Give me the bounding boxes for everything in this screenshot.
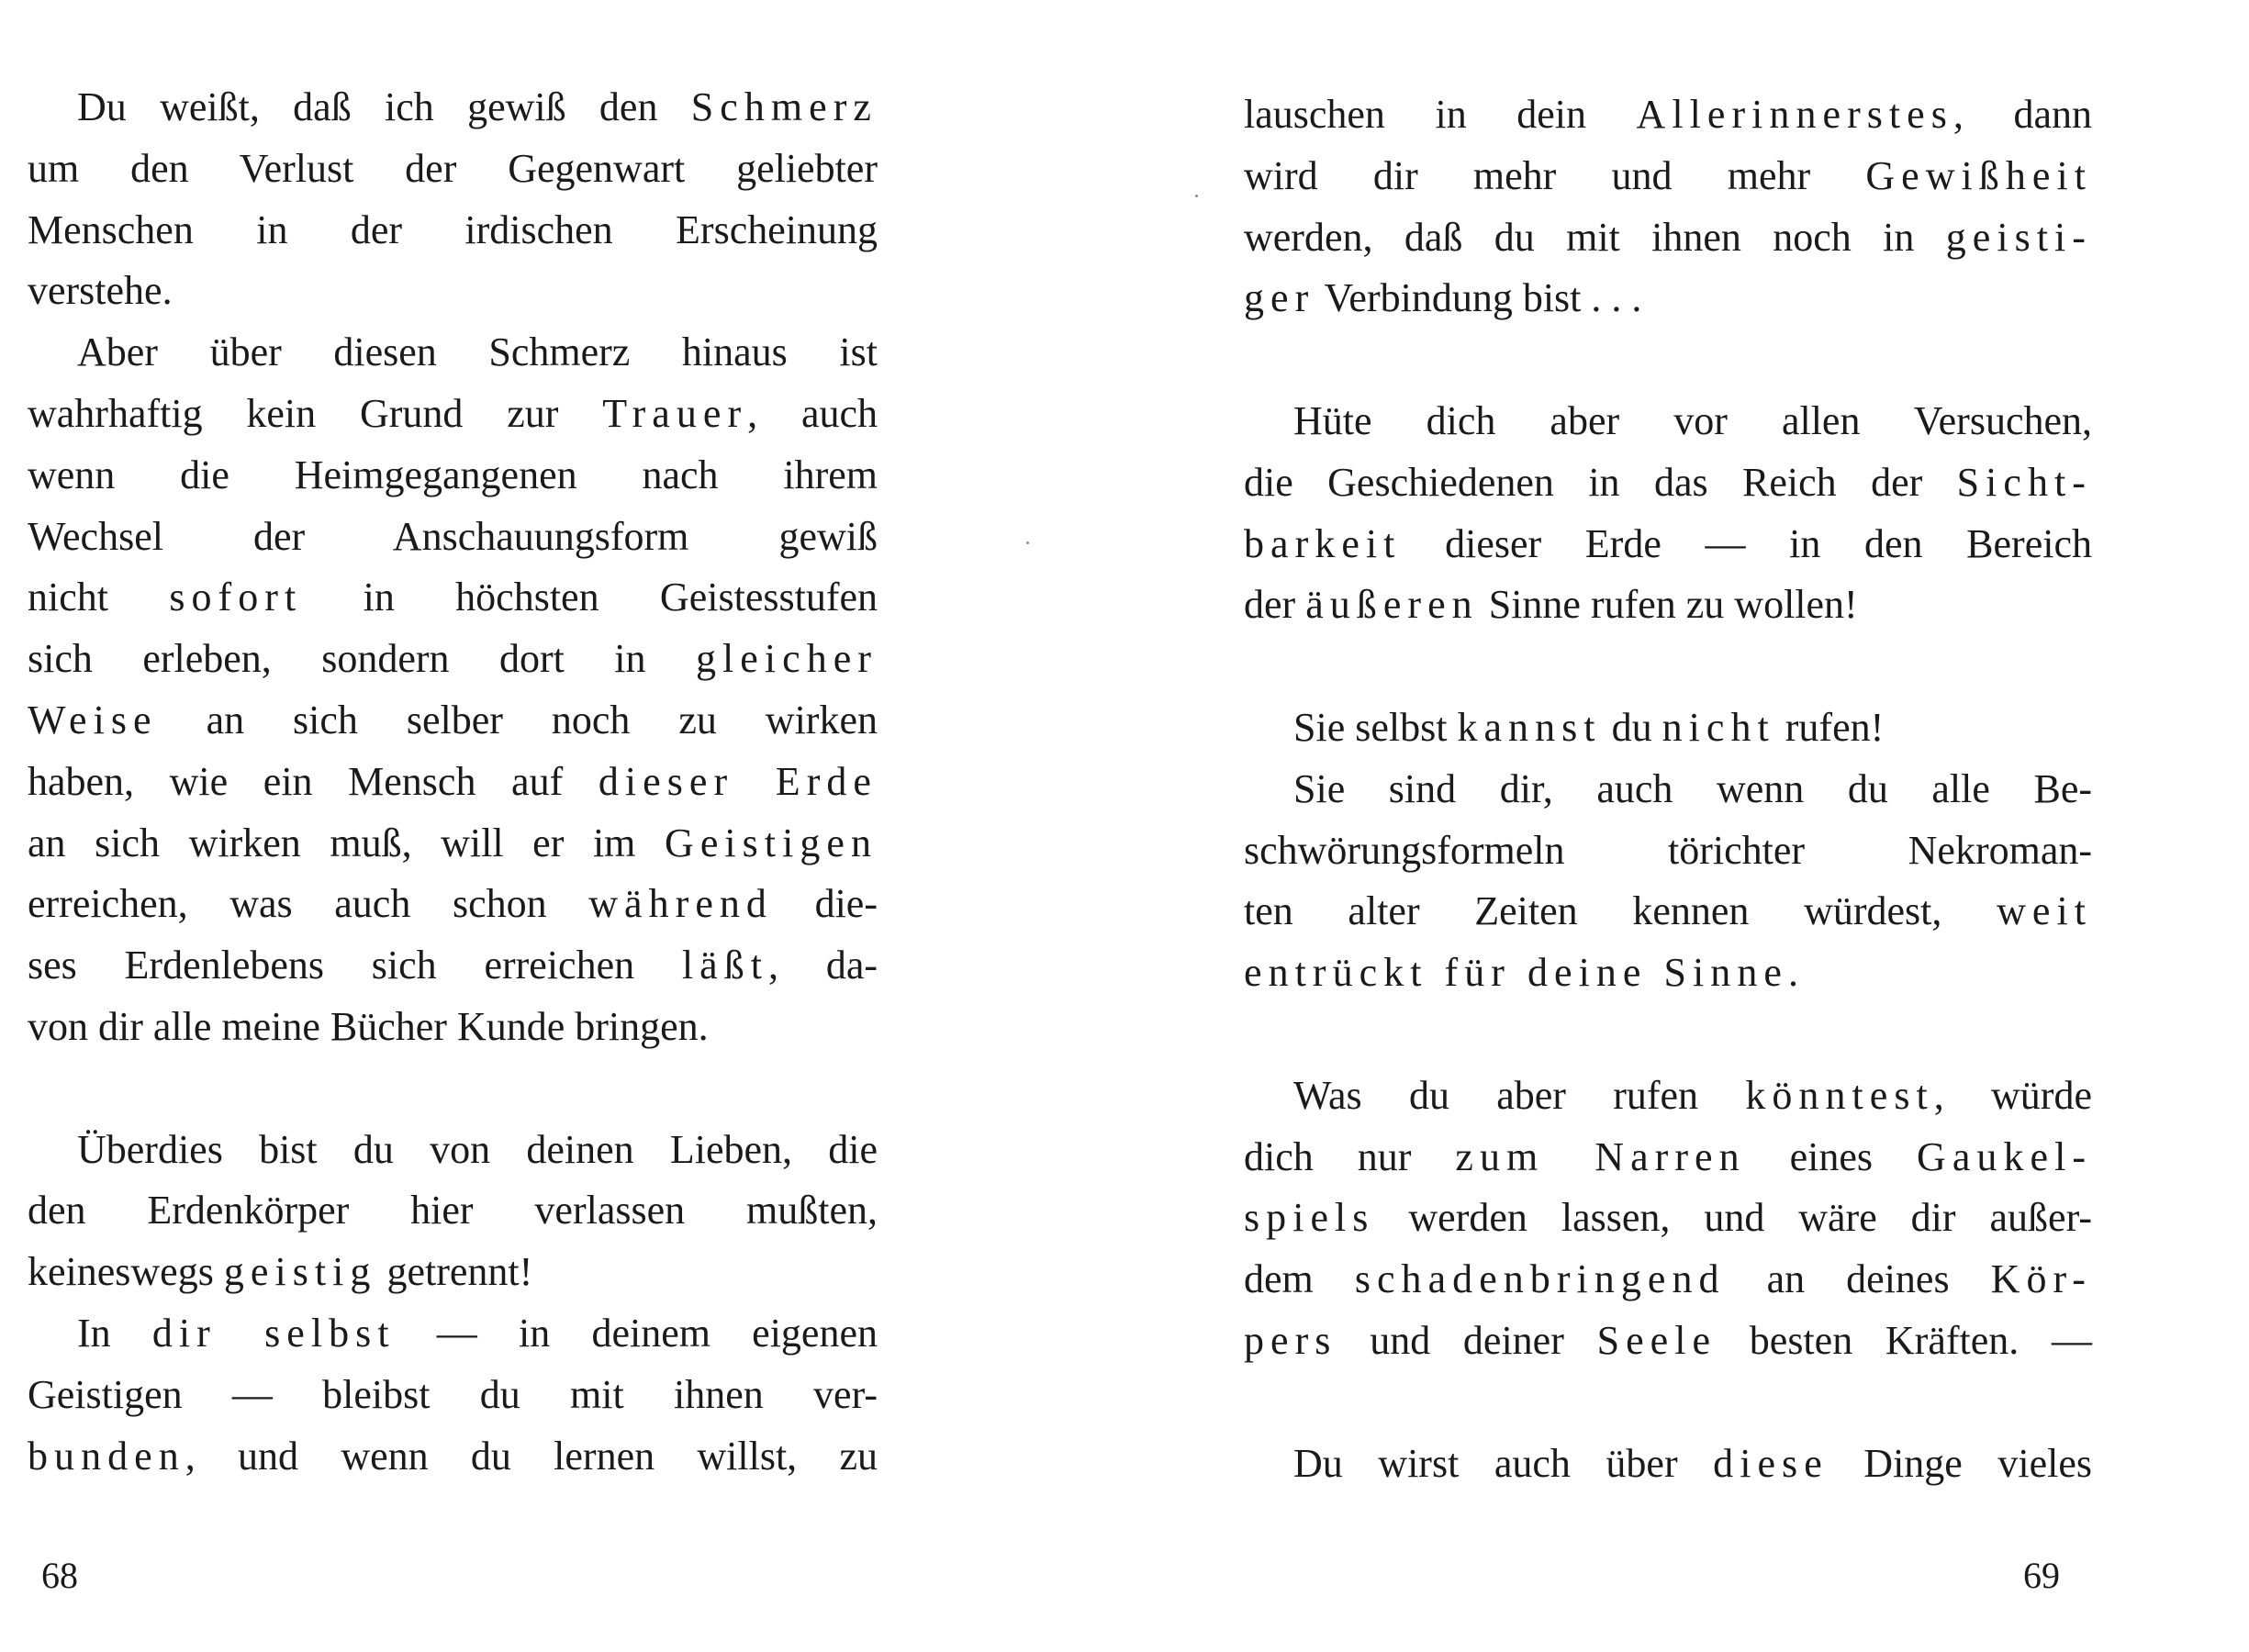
scan-speck	[1195, 195, 1198, 197]
text-line: wird dir mehr und mehr Gewißheit	[1244, 152, 2092, 198]
text-line: Was du aber rufen könntest, würde	[1293, 1072, 2092, 1118]
scan-speck	[1026, 541, 1029, 544]
right-page-text	[1244, 84, 2092, 1494]
left-page	[0, 0, 1124, 1652]
text-line: Sie selbst kannst du nicht rufen!	[1293, 704, 1885, 750]
text-line: lauschen in dein Allerinnerstes, dann	[1244, 92, 2092, 137]
text-line: die Geschiedenen in das Reich der Sicht-	[1244, 459, 2092, 505]
text-line: In dir selbst — in deinem eigenen	[77, 1310, 878, 1356]
text-line: Wechsel der Anschauungsform gewiß	[28, 513, 878, 559]
text-line: pers und deiner Seele besten Kräften. —	[1244, 1317, 2092, 1363]
text-line: ger Verbindung bist . . .	[1244, 275, 1642, 321]
text-line: Aber über diesen Schmerz hinaus ist	[77, 329, 878, 375]
text-line: dem schadenbringend an deines Kör-	[1244, 1256, 2092, 1302]
text-line: den Erdenkörper hier verlassen mußten,	[28, 1188, 878, 1233]
text-line: barkeit dieser Erde — in den Bereich	[1244, 520, 2092, 566]
text-line: nicht sofort in höchsten Geistesstufen	[28, 575, 878, 620]
text-line: ses Erdenlebens sich erreichen läßt, da-	[28, 943, 878, 988]
text-line: dich nur zum Narren eines Gaukel-	[1244, 1133, 2093, 1179]
text-line: keineswegs geistig getrennt!	[28, 1249, 533, 1295]
text-line: sich erleben, sondern dort in gleicher	[28, 636, 878, 682]
text-line: entrückt für deine Sinne.	[1244, 950, 1798, 996]
text-line: verstehe.	[28, 268, 173, 314]
left-page-text	[28, 77, 878, 1487]
right-page	[1124, 0, 2249, 1652]
text-line: haben, wie ein Mensch auf dieser Erde	[28, 758, 878, 804]
text-line: an sich wirken muß, will er im Geistigen	[28, 820, 878, 865]
text-line: wahrhaftig kein Grund zur Trauer, auch	[28, 390, 878, 436]
paragraph-gap	[1244, 1004, 2092, 1066]
text-line: Du wirst auch über diese Dinge vieles	[1293, 1440, 2092, 1486]
text-line: Hüte dich aber vor allen Versuchen,	[1293, 397, 2092, 443]
text-line: um den Verlust der Gegenwart geliebter	[28, 145, 878, 191]
paragraph-gap	[1244, 636, 2092, 698]
text-line: bunden, und wenn du lernen willst, zu	[28, 1433, 878, 1479]
text-line: Menschen in der irdischen Erscheinung	[28, 206, 878, 252]
page-number: 69	[2023, 1555, 2060, 1596]
text-line: von dir alle meine Bücher Kunde bringen.	[28, 1003, 709, 1049]
text-line: erreichen, was auch schon während die-	[28, 881, 878, 927]
text-line: Weise an sich selber noch zu wirken	[28, 697, 878, 742]
text-line: Geistigen — bleibst du mit ihnen ver-	[28, 1371, 878, 1417]
text-line: der äußeren Sinne rufen zu wollen!	[1244, 582, 1858, 628]
text-line: wenn die Heimgegangenen nach ihrem	[28, 452, 878, 497]
text-line: ten alter Zeiten kennen würdest, weit	[1244, 888, 2092, 934]
page-number: 68	[41, 1555, 78, 1596]
text-line: Überdies bist du von deinen Lieben, die	[77, 1126, 878, 1172]
text-line: Du weißt, daß ich gewiß den Schmerz	[77, 84, 878, 129]
paragraph-gap	[28, 1058, 878, 1120]
paragraph-gap	[1244, 329, 2092, 391]
text-line: spiels werden lassen, und wäre dir außer-	[1244, 1195, 2092, 1241]
text-line: schwörungsformeln törichter Nekroman-	[1244, 827, 2092, 873]
paragraph-gap	[1244, 1372, 2092, 1434]
text-line: werden, daß du mit ihnen noch in geisti-	[1244, 214, 2092, 260]
text-line: Sie sind dir, auch wenn du alle Be-	[1293, 765, 2092, 811]
